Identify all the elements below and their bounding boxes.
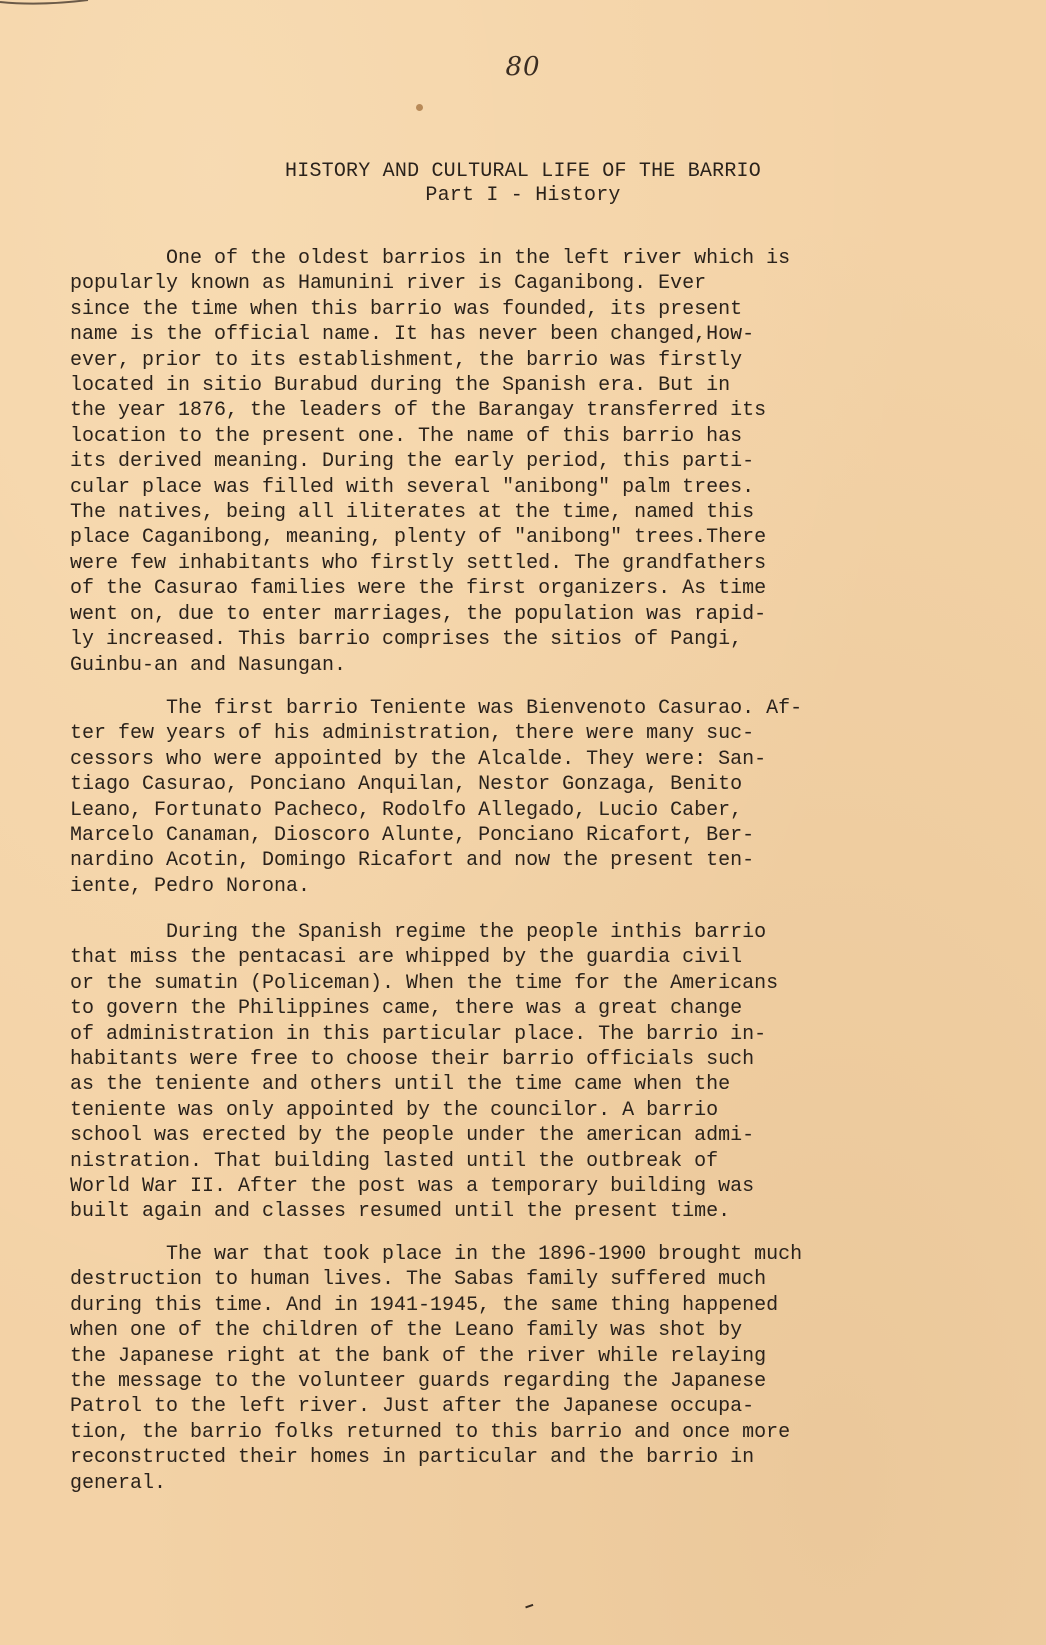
text-line: reconstructed their homes in particular and the barrio in bbox=[70, 1446, 755, 1470]
text-line: or the sumatin (Policeman). When the time for the Americans bbox=[70, 971, 779, 995]
paragraph-tenientes bbox=[70, 696, 1000, 899]
text-line: Leano, Fortunato Pacheco, Rodolfo Allegado, Lucio Caber, bbox=[70, 798, 743, 822]
text-line: cular place was filled with several "anibong" palm trees. bbox=[70, 475, 755, 499]
document-subtitle: Part I - History bbox=[425, 184, 621, 207]
text-line: ter few years of his administration, there were many suc- bbox=[70, 722, 755, 746]
text-line: popularly known as Hamunini river is Caganibong. Ever bbox=[70, 272, 707, 296]
text-line: that miss the pentacasi are whipped by the guardia civil bbox=[70, 946, 743, 970]
text-line: as the teniente and others until the time came when the bbox=[70, 1073, 731, 1097]
text-line: World War II. After the post was a temporary building was bbox=[70, 1175, 755, 1199]
paragraph-history-origin bbox=[70, 246, 1000, 678]
document-title: HISTORY AND CULTURAL LIFE OF THE BARRIO bbox=[285, 160, 761, 183]
ink-tick bbox=[525, 1604, 535, 1612]
text-line: teniente was only appointed by the councilor. A barrio bbox=[70, 1098, 719, 1122]
paragraph-war-history bbox=[70, 1242, 1000, 1496]
text-line: of administration in this particular place. The barrio in- bbox=[70, 1022, 767, 1046]
corner-smudge bbox=[0, 0, 90, 12]
text-line: location to the present one. The name of this barrio has bbox=[70, 424, 743, 448]
text-line: tion, the barrio folks returned to this barrio and once more bbox=[70, 1420, 791, 1444]
text-line: nardino Acotin, Domingo Ricafort and now the present ten- bbox=[70, 849, 755, 873]
text-line: Patrol to the left river. Just after the Japanese occupa- bbox=[70, 1395, 755, 1419]
text-line: habitants were free to choose their barrio officials such bbox=[70, 1048, 755, 1072]
text-line: the Japanese right at the bank of the river while relaying bbox=[70, 1344, 767, 1368]
text-line: During the Spanish regime the people inthis barrio bbox=[70, 921, 767, 944]
text-line: went on, due to enter marriages, the population was rapid- bbox=[70, 602, 767, 626]
text-line: Guinbu-an and Nasungan. bbox=[70, 653, 347, 677]
text-line: name is the official name. It has never been changed,How- bbox=[70, 323, 755, 347]
text-line: during this time. And in 1941-1945, the same thing happened bbox=[70, 1293, 779, 1317]
text-line: The first barrio Teniente was Bienvenoto Casurao. Af- bbox=[70, 697, 803, 720]
text-line: were few inhabitants who firstly settled. The grandfathers bbox=[70, 551, 767, 575]
text-line: tiago Casurao, Ponciano Anquilan, Nestor Gonzaga, Benito bbox=[70, 773, 743, 797]
text-line: general. bbox=[70, 1471, 167, 1495]
page-number: 80 bbox=[505, 52, 541, 82]
text-line: cessors who were appointed by the Alcalde. They were: San- bbox=[70, 747, 767, 771]
text-line: iente, Pedro Norona. bbox=[70, 874, 311, 898]
text-line: nistration. That building lasted until the outbreak of bbox=[70, 1149, 719, 1173]
ink-dot bbox=[416, 104, 423, 111]
text-line: place Caganibong, meaning, plenty of "anibong" trees.There bbox=[70, 526, 767, 550]
text-line: located in sitio Burabud during the Spanish era. But in bbox=[70, 374, 731, 398]
text-line: One of the oldest barrios in the left river which is bbox=[70, 247, 791, 270]
text-line: destruction to human lives. The Sabas family suffered much bbox=[70, 1268, 767, 1292]
text-line: since the time when this barrio was founded, its present bbox=[70, 297, 743, 321]
text-line: the message to the volunteer guards regarding the Japanese bbox=[70, 1370, 767, 1394]
text-line: when one of the children of the Leano family was shot by bbox=[70, 1319, 743, 1343]
paragraph-spanish-american-regime bbox=[70, 920, 1000, 1225]
text-line: built again and classes resumed until the present time. bbox=[70, 1200, 731, 1224]
text-line: school was erected by the people under the american admi- bbox=[70, 1124, 755, 1148]
text-line: Marcelo Canaman, Dioscoro Alunte, Ponciano Ricafort, Ber- bbox=[70, 824, 755, 848]
text-line: to govern the Philippines came, there was a great change bbox=[70, 997, 743, 1021]
text-line: of the Casurao families were the first organizers. As time bbox=[70, 577, 767, 601]
text-line: ever, prior to its establishment, the barrio was firstly bbox=[70, 348, 743, 372]
text-line: its derived meaning. During the early period, this parti- bbox=[70, 450, 755, 474]
text-line: The war that took place in the 1896-1900 brought much bbox=[70, 1243, 803, 1266]
text-line: ly increased. This barrio comprises the sitios of Pangi, bbox=[70, 628, 743, 652]
text-line: the year 1876, the leaders of the Barangay transferred its bbox=[70, 399, 767, 423]
text-line: The natives, being all iliterates at the time, named this bbox=[70, 501, 755, 525]
